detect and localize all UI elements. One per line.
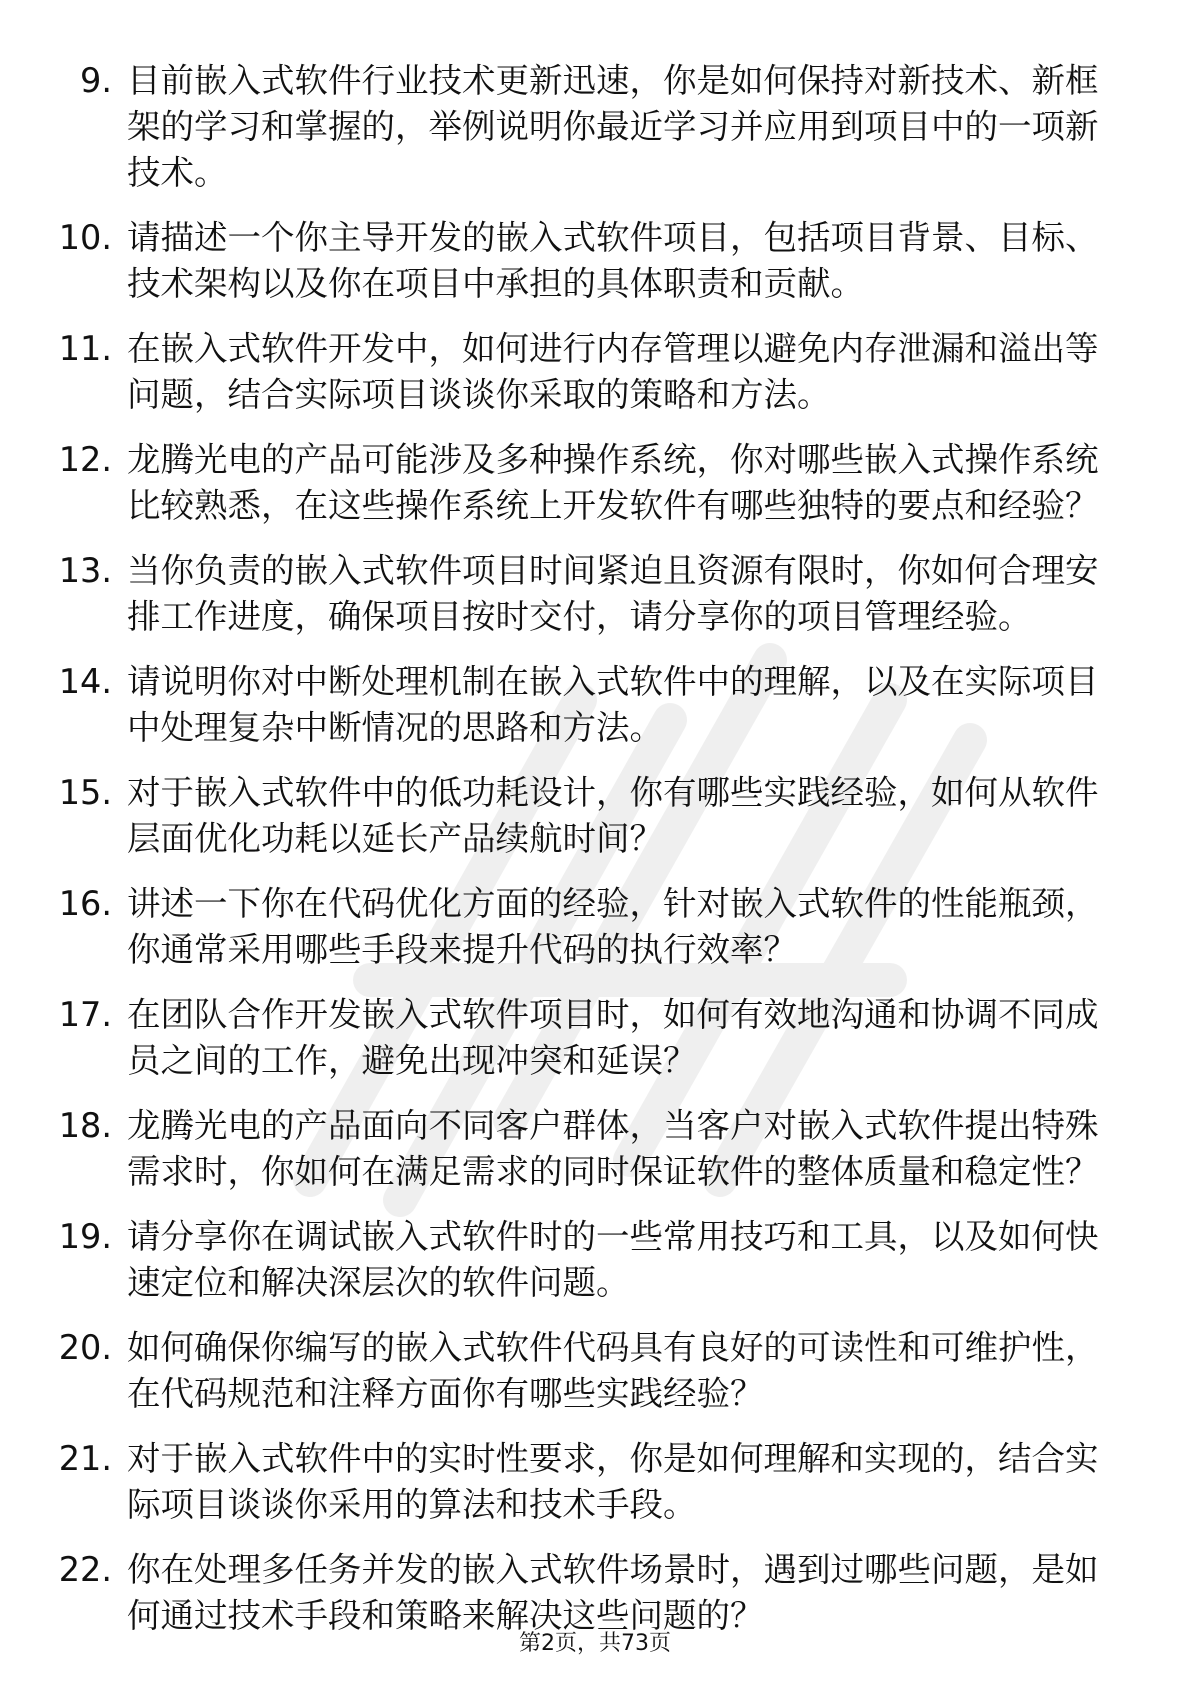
question-item: [0, 548, 1117, 640]
question-text: 对于嵌入式软件中的低功耗设计，你有哪些实践经验，如何从软件层面优化功耗以延长产品续航时间？: [127, 773, 1099, 858]
question-item: [0, 326, 1117, 418]
question-item: [0, 1547, 1117, 1639]
question-number: 10.: [58, 218, 112, 257]
question-text: 在嵌入式软件开发中，如何进行内存管理以避免内存泄漏和溢出等问题，结合实际项目谈谈你采取的策略和方法。: [127, 329, 1099, 414]
question-text: 在团队合作开发嵌入式软件项目时，如何有效地沟通和协调不同成员之间的工作，避免出现冲突和延误？: [127, 995, 1099, 1080]
question-item: [0, 1436, 1117, 1528]
question-text: 当你负责的嵌入式软件项目时间紧迫且资源有限时，你如何合理安排工作进度，确保项目按时交付，请分享你的项目管理经验。: [127, 551, 1099, 636]
question-text: 请说明你对中断处理机制在嵌入式软件中的理解，以及在实际项目中处理复杂中断情况的思路和方法。: [127, 662, 1099, 747]
question-item: [0, 58, 1117, 196]
question-number: 22.: [58, 1550, 112, 1589]
question-item: [0, 881, 1117, 973]
question-number: 15.: [58, 773, 112, 812]
question-number: 17.: [58, 995, 112, 1034]
question-text: 请描述一个你主导开发的嵌入式软件项目，包括项目背景、目标、技术架构以及你在项目中承担的具体职责和贡献。: [127, 218, 1099, 303]
question-text: 你在处理多任务并发的嵌入式软件场景时，遇到过哪些问题，是如何通过技术手段和策略来解决这些问题的？: [127, 1550, 1099, 1635]
question-text: 目前嵌入式软件行业技术更新迅速，你是如何保持对新技术、新框架的学习和掌握的，举例说明你最近学习并应用到项目中的一项新技术。: [127, 61, 1099, 192]
question-text: 请分享你在调试嵌入式软件时的一些常用技巧和工具，以及如何快速定位和解决深层次的软件问题。: [127, 1217, 1099, 1302]
question-text: 龙腾光电的产品可能涉及多种操作系统，你对哪些嵌入式操作系统比较熟悉，在这些操作系统上开发软件有哪些独特的要点和经验？: [127, 440, 1099, 525]
question-number: 11.: [58, 329, 112, 368]
question-item: [0, 770, 1117, 862]
question-text: 讲述一下你在代码优化方面的经验，针对嵌入式软件的性能瓶颈，你通常采用哪些手段来提升代码的执行效率？: [127, 884, 1099, 969]
question-text: 对于嵌入式软件中的实时性要求，你是如何理解和实现的，结合实际项目谈谈你采用的算法和技术手段。: [127, 1439, 1099, 1524]
question-number: 16.: [58, 884, 112, 923]
question-number: 9.: [80, 61, 112, 100]
question-list: [0, 58, 1190, 1658]
question-number: 18.: [58, 1106, 112, 1145]
question-item: [0, 1325, 1117, 1417]
question-number: 12.: [58, 440, 112, 479]
question-item: [0, 437, 1117, 529]
question-text: 如何确保你编写的嵌入式软件代码具有良好的可读性和可维护性，在代码规范和注释方面你有哪些实践经验？: [127, 1328, 1099, 1413]
question-number: 21.: [58, 1439, 112, 1478]
question-number: 13.: [58, 551, 112, 590]
question-item: [0, 1103, 1117, 1195]
question-number: 14.: [58, 662, 112, 701]
question-item: [0, 1214, 1117, 1306]
question-item: [0, 215, 1117, 307]
page-number: 第2页，共73页: [519, 1631, 671, 1656]
question-number: 19.: [58, 1217, 112, 1256]
question-text: 龙腾光电的产品面向不同客户群体，当客户对嵌入式软件提出特殊需求时，你如何在满足需求的同时保证软件的整体质量和稳定性？: [127, 1106, 1099, 1191]
question-number: 20.: [58, 1328, 112, 1367]
question-item: [0, 659, 1117, 751]
question-item: [0, 992, 1117, 1084]
